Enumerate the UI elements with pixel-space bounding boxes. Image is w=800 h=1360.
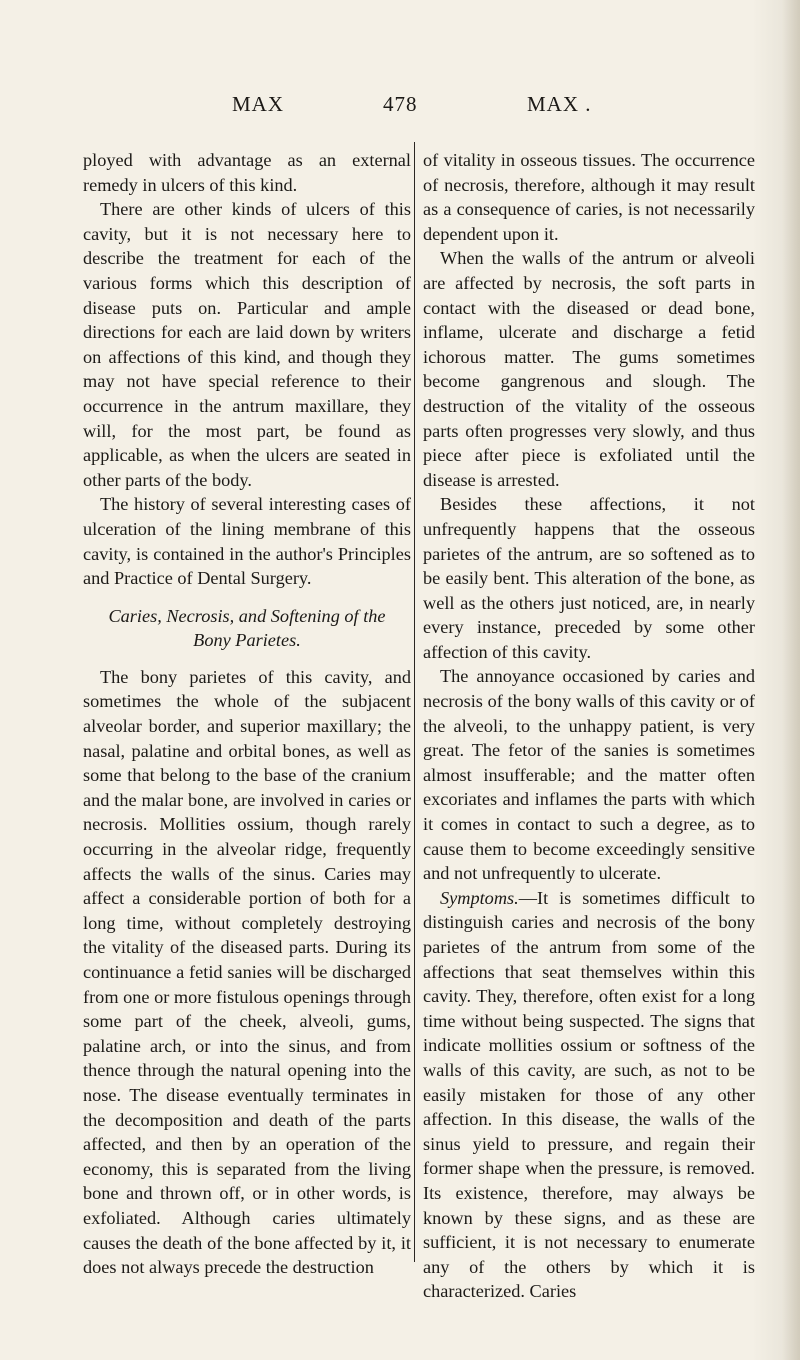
left-column <box>83 148 411 1280</box>
running-header <box>0 92 800 122</box>
symptoms-text: —It is sometimes difficult to distinguish caries and necrosis of the bony parietes of the antrum from some of the affections that seat themselves within this cavity. They, therefore, often exist for a long time without being suspected. The signs that indicate mollities ossium or softness of the walls of this cavity, are such, as not to be easily mistaken for those of any other affection. In this disease, the walls of the sinus yield to pressure, and regain their former shape when the pressure, is removed. Its existence, therefore, may always be known by these signs, and as these are sufficient, it is not necessary to enumerate any of the others by which it is characterized. Caries <box>423 887 755 1302</box>
right-paragraph-1: of vitality in osseous tissues. The occurrence of necrosis, therefore, although it may result as a consequence of caries, is not necessarily dependent upon it. <box>423 150 755 244</box>
left-paragraph-2: There are other kinds of ulcers of this cavity, but it is not necessary here to describe the treatment for each of the various forms which this description of disease puts on. Particular and ample directions for each are laid down by writers on affections of this kind, and though they may not have special reference to their occurrence in the antrum maxillare, they will, for the most part, be found as applicable, as when the ulcers are seated in other parts of the body. <box>83 199 411 490</box>
column-divider <box>414 142 415 1262</box>
left-paragraph-3: The history of several interesting cases of ulceration of the lining membrane of this cavity, is contained in the author's Principles and Practice of Dental Surgery. <box>83 494 411 589</box>
left-paragraph-4: The bony parietes of this cavity, and sometimes the whole of the subjacent alveolar border, and superior maxillary; the nasal, palatine and orbital bones, as well as some that belong to the base of the cranium and the malar bone, are involved in caries or necrosis. Mollities ossium, though rarely occurring in the alveolar ridge, frequently affects the walls of the sinus. Caries may affect a considerable portion of both for a long time, without completely destroying the vitality of the diseased parts. During its continuance a fetid sanies will be discharged from one or more fistulous openings through some part of the cheek, alveoli, gums, palatine arch, or into the sinus, and from thence through the natural opening into the nose. The disease eventually terminates in the decomposition and death of the parts affected, and then by an operation of the economy, this is separated from the living bone and thrown off, or in other words, is exfoliated. Although caries ultimately causes the death of the bone affected by it, it does not always precede the destruction <box>83 666 412 1278</box>
header-right-word: MAX . <box>527 92 592 116</box>
symptoms-label: Symptoms. <box>440 887 519 908</box>
right-column <box>423 148 755 1304</box>
right-paragraph-4: The annoyance occasioned by caries and necrosis of the bony walls of this cavity or of the alveoli, to the unhappy patient, is very great. The fetor of the sanies is sometimes almost insufferable; and the matter often excoriates and inflames the parts with which it comes in contact to such a degree, as to cause them to become exceedingly sensitive and not unfrequently to ulcerate. <box>423 666 755 884</box>
page-edge-shadow <box>782 0 800 1360</box>
page-number: 478 <box>383 92 418 116</box>
right-paragraph-5 <box>423 886 755 1304</box>
section-heading: Caries, Necrosis, and Softening of the Bony Parietes. <box>108 605 386 651</box>
right-paragraph-3: Besides these affections, it not unfrequently happens that the osseous parietes of the antrum, are so softened as to be easily bent. This alteration of the bone, as well as the others just noticed, are, in nearly every instance, preceded by some other affection of this cavity. <box>423 494 755 662</box>
right-paragraph-2: When the walls of the antrum or alveoli are affected by necrosis, the soft parts in contact with the diseased or dead bone, inflame, ulcerate and discharge a fetid ichorous matter. The gums sometimes become gangrenous and slough. The destruction of the vitality of the osseous parts often progresses very slowly, and thus piece after piece is exfoliated until the disease is arrested. <box>423 248 755 490</box>
left-paragraph-1: ployed with advantage as an external remedy in ulcers of this kind. <box>83 150 411 195</box>
header-left-word: MAX <box>232 92 285 116</box>
